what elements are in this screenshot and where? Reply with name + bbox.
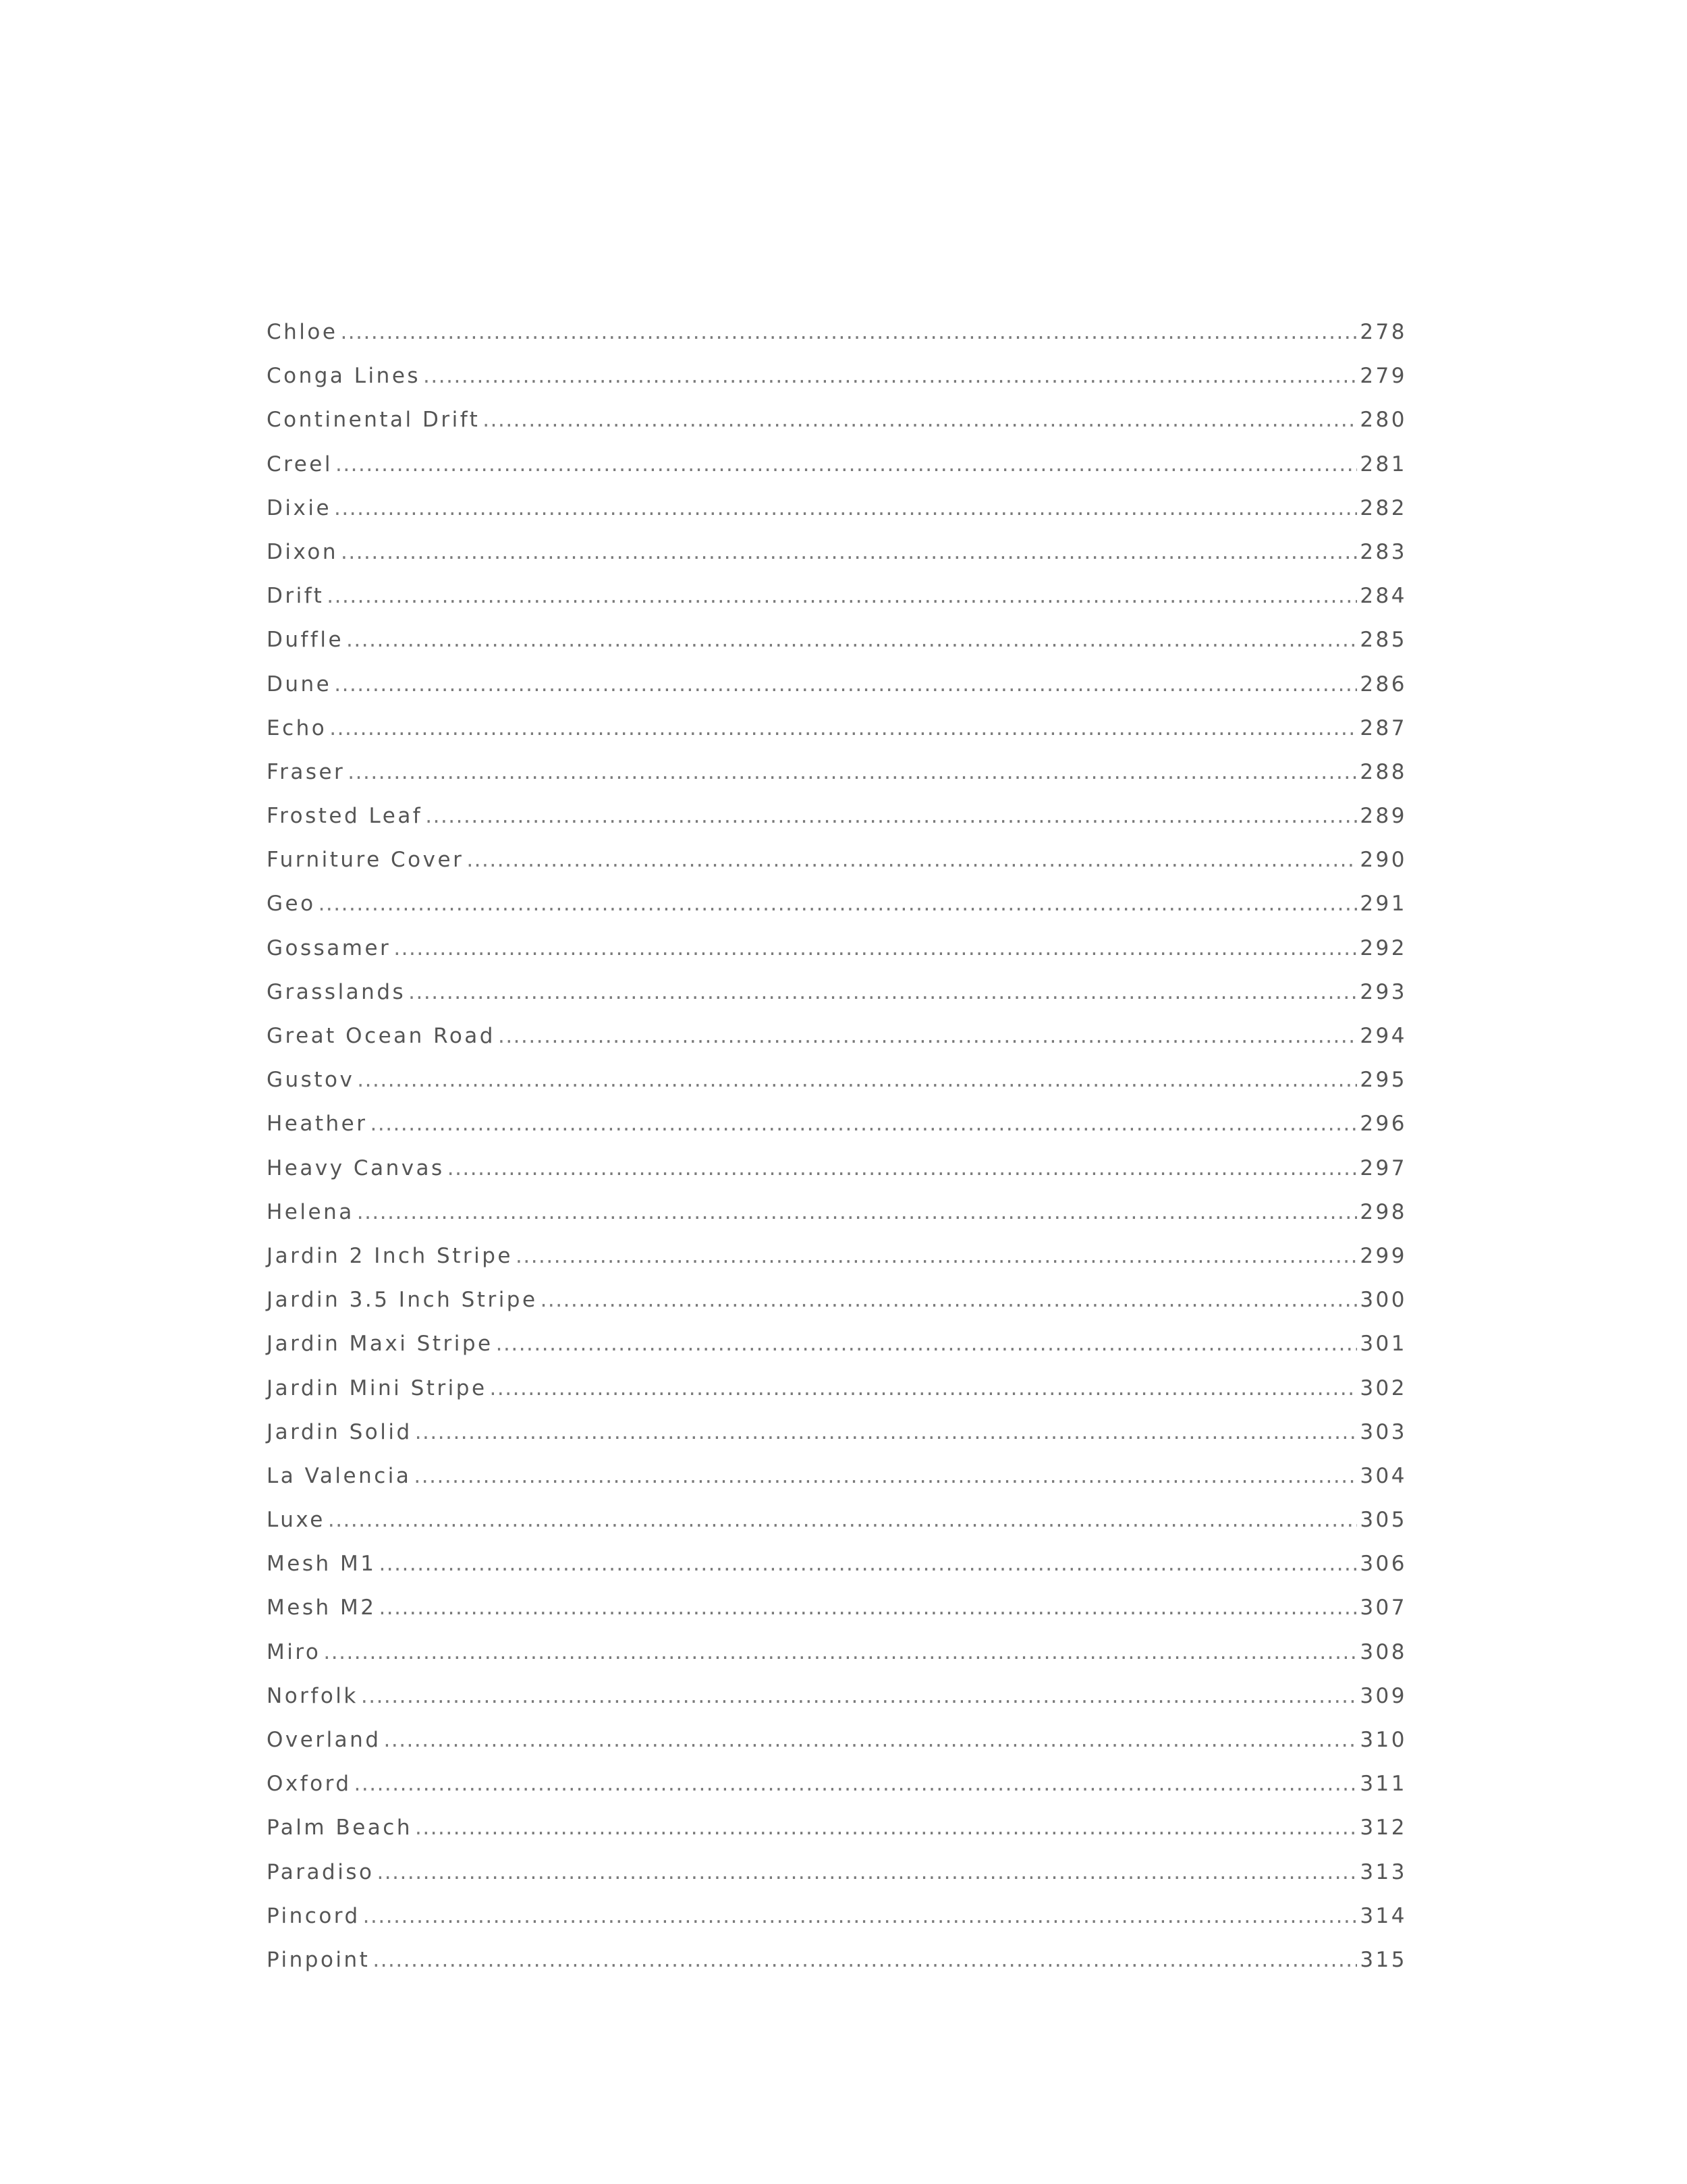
toc-entry-page-number: 296 bbox=[1360, 1112, 1407, 1137]
toc-entry-name: Jardin 3.5 Inch Stripe bbox=[267, 1288, 538, 1313]
toc-dot-leader bbox=[415, 1411, 1358, 1454]
toc-entry-name: Gustov bbox=[267, 1068, 355, 1093]
toc-entry[interactable] bbox=[267, 574, 1407, 618]
toc-dot-leader bbox=[482, 398, 1357, 442]
toc-entry[interactable] bbox=[267, 1851, 1407, 1894]
toc-entry-page-number: 307 bbox=[1360, 1595, 1407, 1620]
toc-dot-leader bbox=[340, 310, 1357, 354]
toc-entry[interactable] bbox=[267, 1498, 1407, 1542]
toc-entry-page-number: 299 bbox=[1360, 1243, 1407, 1268]
toc-entry-page-number: 306 bbox=[1360, 1552, 1407, 1577]
toc-entry[interactable] bbox=[267, 794, 1407, 838]
toc-entry[interactable] bbox=[267, 1938, 1407, 1982]
toc-entry-page-number: 300 bbox=[1360, 1288, 1407, 1313]
toc-entry-page-number: 289 bbox=[1360, 804, 1407, 829]
toc-entry-name: Mesh M1 bbox=[267, 1552, 377, 1577]
toc-entry-name: Great Ocean Road bbox=[267, 1024, 495, 1048]
toc-dot-leader bbox=[496, 1322, 1358, 1366]
toc-dot-leader bbox=[334, 487, 1357, 530]
toc-entry[interactable] bbox=[267, 1147, 1407, 1191]
toc-list bbox=[267, 310, 1407, 1982]
toc-entry-name: Creel bbox=[267, 452, 333, 476]
toc-entry-name: Furniture Cover bbox=[267, 848, 464, 873]
toc-dot-leader bbox=[323, 1631, 1357, 1674]
toc-entry-page-number: 282 bbox=[1360, 495, 1407, 520]
toc-dot-leader bbox=[379, 1542, 1357, 1586]
toc-entry[interactable] bbox=[267, 1454, 1407, 1498]
toc-entry-page-number: 308 bbox=[1360, 1639, 1407, 1664]
toc-entry-name: Grasslands bbox=[267, 979, 406, 1004]
toc-entry[interactable] bbox=[267, 1058, 1407, 1102]
toc-entry-page-number: 295 bbox=[1360, 1068, 1407, 1093]
toc-entry[interactable] bbox=[267, 1367, 1407, 1411]
toc-entry[interactable] bbox=[267, 838, 1407, 882]
toc-entry[interactable] bbox=[267, 1674, 1407, 1718]
toc-dot-leader bbox=[329, 707, 1357, 750]
toc-entry-name: Dixie bbox=[267, 495, 332, 520]
toc-entry-name: Overland bbox=[267, 1728, 381, 1752]
toc-dot-leader bbox=[447, 1147, 1358, 1191]
toc-dot-leader bbox=[466, 838, 1357, 882]
toc-entry[interactable] bbox=[267, 707, 1407, 750]
toc-entry-page-number: 310 bbox=[1360, 1728, 1407, 1752]
toc-entry-name: Echo bbox=[267, 715, 327, 740]
toc-dot-leader bbox=[327, 574, 1357, 618]
toc-dot-leader bbox=[393, 927, 1357, 971]
toc-entry-page-number: 309 bbox=[1360, 1683, 1407, 1708]
toc-entry-page-number: 311 bbox=[1360, 1772, 1407, 1797]
toc-entry[interactable] bbox=[267, 1102, 1407, 1146]
toc-entry-name: Helena bbox=[267, 1199, 354, 1224]
toc-entry-page-number: 305 bbox=[1360, 1508, 1407, 1533]
toc-entry[interactable] bbox=[267, 1806, 1407, 1850]
toc-dot-leader bbox=[357, 1191, 1358, 1234]
toc-entry-page-number: 288 bbox=[1360, 759, 1407, 784]
toc-entry-page-number: 304 bbox=[1360, 1463, 1407, 1488]
toc-dot-leader bbox=[335, 443, 1357, 487]
toc-entry[interactable] bbox=[267, 1894, 1407, 1938]
toc-entry-name: Fraser bbox=[267, 759, 345, 784]
toc-entry-name: Oxford bbox=[267, 1772, 352, 1797]
toc-entry-page-number: 303 bbox=[1360, 1419, 1407, 1444]
toc-entry[interactable] bbox=[267, 1631, 1407, 1674]
toc-dot-leader bbox=[357, 1058, 1357, 1102]
toc-entry-name: Heather bbox=[267, 1112, 368, 1137]
toc-entry-page-number: 283 bbox=[1360, 539, 1407, 564]
toc-entry-name: Dixon bbox=[267, 539, 338, 564]
toc-dot-leader bbox=[377, 1851, 1357, 1894]
toc-dot-leader bbox=[490, 1367, 1358, 1411]
toc-entry-page-number: 290 bbox=[1360, 848, 1407, 873]
toc-dot-leader bbox=[363, 1894, 1358, 1938]
toc-entry-page-number: 291 bbox=[1360, 892, 1407, 917]
toc-entry-name: Pincord bbox=[267, 1903, 360, 1928]
toc-entry[interactable] bbox=[267, 1278, 1407, 1322]
toc-dot-leader bbox=[379, 1586, 1357, 1630]
toc-entry-page-number: 293 bbox=[1360, 979, 1407, 1004]
toc-entry-name: Jardin Maxi Stripe bbox=[267, 1332, 493, 1357]
toc-dot-leader bbox=[348, 750, 1357, 794]
toc-entry-page-number: 284 bbox=[1360, 584, 1407, 609]
toc-entry[interactable] bbox=[267, 1718, 1407, 1762]
toc-entry[interactable] bbox=[267, 1762, 1407, 1806]
toc-entry-name: Pinpoint bbox=[267, 1947, 370, 1972]
toc-dot-leader bbox=[346, 618, 1357, 662]
toc-entry-name: Miro bbox=[267, 1639, 321, 1664]
toc-entry-page-number: 315 bbox=[1360, 1947, 1407, 1972]
toc-entry[interactable] bbox=[267, 443, 1407, 487]
toc-entry[interactable] bbox=[267, 1322, 1407, 1366]
toc-entry-name: Paradiso bbox=[267, 1859, 375, 1884]
toc-entry-name: Geo bbox=[267, 892, 316, 917]
toc-entry-page-number: 313 bbox=[1360, 1859, 1407, 1884]
toc-entry-page-number: 279 bbox=[1360, 364, 1407, 389]
toc-entry[interactable] bbox=[267, 354, 1407, 398]
toc-entry-page-number: 287 bbox=[1360, 715, 1407, 740]
toc-entry-page-number: 286 bbox=[1360, 672, 1407, 697]
toc-entry-name: Luxe bbox=[267, 1508, 325, 1533]
toc-dot-leader bbox=[415, 1806, 1357, 1850]
toc-dot-leader bbox=[516, 1234, 1357, 1278]
toc-entry-page-number: 280 bbox=[1360, 408, 1407, 433]
toc-entry-page-number: 302 bbox=[1360, 1375, 1407, 1400]
toc-entry-name: Gossamer bbox=[267, 935, 391, 960]
toc-entry[interactable] bbox=[267, 1014, 1407, 1058]
toc-entry-name: Jardin Solid bbox=[267, 1419, 412, 1444]
toc-entry-name: Palm Beach bbox=[267, 1816, 412, 1840]
toc-entry-page-number: 312 bbox=[1360, 1816, 1407, 1840]
toc-entry-page-number: 294 bbox=[1360, 1024, 1407, 1048]
toc-entry-page-number: 301 bbox=[1360, 1332, 1407, 1357]
toc-entry-name: Jardin 2 Inch Stripe bbox=[267, 1243, 513, 1268]
toc-entry[interactable] bbox=[267, 310, 1407, 354]
toc-dot-leader bbox=[334, 663, 1357, 707]
toc-entry-name: Norfolk bbox=[267, 1683, 358, 1708]
toc-entry-page-number: 278 bbox=[1360, 320, 1407, 344]
toc-dot-leader bbox=[423, 354, 1357, 398]
toc-entry[interactable] bbox=[267, 530, 1407, 574]
toc-entry-name: Drift bbox=[267, 584, 325, 609]
toc-dot-leader bbox=[361, 1674, 1357, 1718]
toc-entry[interactable] bbox=[267, 487, 1407, 530]
toc-entry-name: Continental Drift bbox=[267, 408, 480, 433]
toc-entry[interactable] bbox=[267, 1586, 1407, 1630]
toc-entry-name: La Valencia bbox=[267, 1463, 412, 1488]
toc-dot-leader bbox=[384, 1718, 1358, 1762]
toc-dot-leader bbox=[341, 530, 1357, 574]
toc-entry-name: Jardin Mini Stripe bbox=[267, 1375, 487, 1400]
toc-dot-leader bbox=[498, 1014, 1357, 1058]
toc-entry[interactable] bbox=[267, 971, 1407, 1014]
toc-entry-name: Heavy Canvas bbox=[267, 1155, 445, 1180]
toc-dot-leader bbox=[354, 1762, 1358, 1806]
toc-entry[interactable] bbox=[267, 1191, 1407, 1234]
toc-entry-page-number: 314 bbox=[1360, 1903, 1407, 1928]
toc-dot-leader bbox=[541, 1278, 1358, 1322]
toc-entry-page-number: 281 bbox=[1360, 452, 1407, 476]
toc-entry-page-number: 297 bbox=[1360, 1155, 1407, 1180]
toc-entry[interactable] bbox=[267, 1234, 1407, 1278]
toc-entry[interactable] bbox=[267, 663, 1407, 707]
toc-entry-page-number: 285 bbox=[1360, 628, 1407, 653]
toc-entry[interactable] bbox=[267, 882, 1407, 926]
toc-entry-name: Mesh M2 bbox=[267, 1595, 377, 1620]
toc-dot-leader bbox=[372, 1938, 1357, 1982]
toc-dot-leader bbox=[425, 794, 1357, 838]
toc-entry-name: Conga Lines bbox=[267, 364, 421, 389]
toc-dot-leader bbox=[328, 1498, 1357, 1542]
toc-entry[interactable] bbox=[267, 398, 1407, 442]
toc-entry[interactable] bbox=[267, 618, 1407, 662]
toc-entry-name: Chloe bbox=[267, 320, 338, 344]
toc-dot-leader bbox=[370, 1102, 1358, 1146]
toc-entry-name: Dune bbox=[267, 672, 332, 697]
toc-dot-leader bbox=[414, 1454, 1357, 1498]
toc-entry-page-number: 298 bbox=[1360, 1199, 1407, 1224]
toc-entry-name: Duffle bbox=[267, 628, 344, 653]
toc-entry-name: Frosted Leaf bbox=[267, 804, 423, 829]
toc-entry[interactable] bbox=[267, 1411, 1407, 1454]
toc-dot-leader bbox=[408, 971, 1357, 1014]
toc-entry[interactable] bbox=[267, 750, 1407, 794]
toc-entry[interactable] bbox=[267, 1542, 1407, 1586]
toc-dot-leader bbox=[319, 882, 1358, 926]
toc-entry-page-number: 292 bbox=[1360, 935, 1407, 960]
toc-entry[interactable] bbox=[267, 927, 1407, 971]
